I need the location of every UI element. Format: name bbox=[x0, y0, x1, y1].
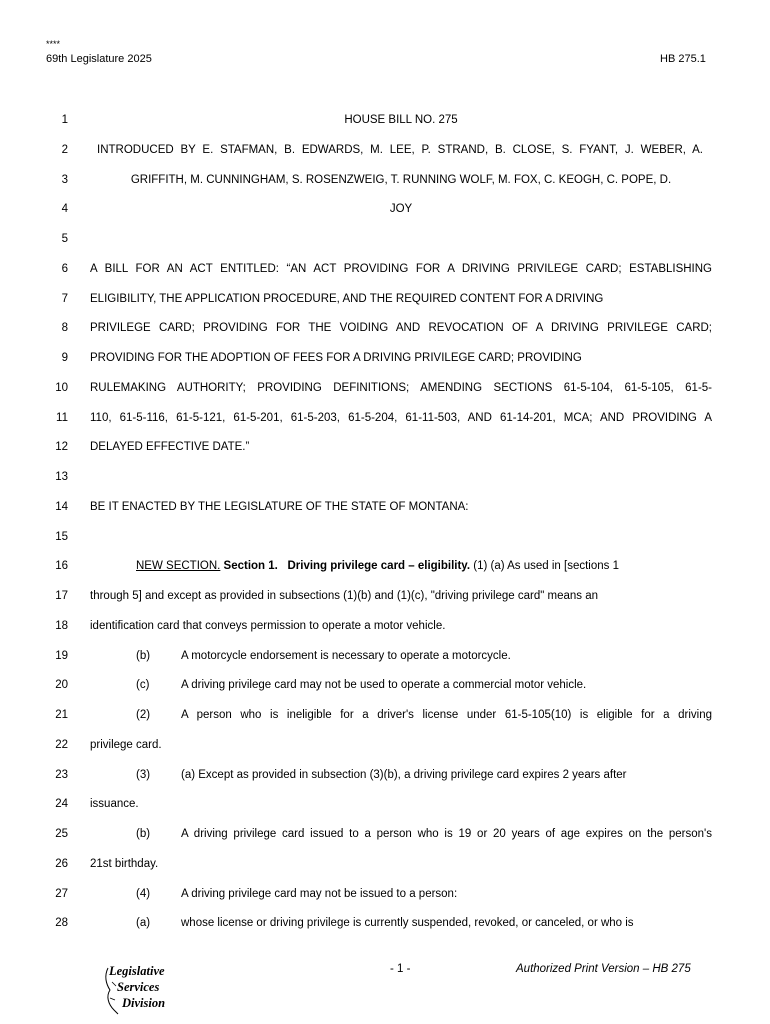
line-text: A motorcycle endorsement is necessary to operate a motorcycle. bbox=[181, 649, 511, 662]
line-9 bbox=[0, 350, 770, 366]
line-18 bbox=[0, 618, 770, 634]
line-5 bbox=[0, 231, 770, 247]
line-13 bbox=[0, 469, 770, 485]
line-number: 22 bbox=[55, 738, 68, 751]
line-4 bbox=[0, 201, 770, 217]
subsection-label: (3) bbox=[136, 768, 151, 781]
legislative-services-division-logo bbox=[100, 962, 190, 1016]
line-text: privilege card. bbox=[90, 738, 162, 751]
page-number: - 1 - bbox=[390, 963, 411, 975]
line-20 bbox=[0, 677, 770, 693]
header-stars: **** bbox=[46, 39, 61, 49]
line-11 bbox=[0, 410, 770, 426]
line-22 bbox=[0, 737, 770, 753]
line-number: 24 bbox=[55, 798, 68, 811]
header-legislature: 69th Legislature 2025 bbox=[46, 53, 152, 65]
line-text: 110, 61-5-116, 61-5-121, 61-5-201, 61-5-203, 61-5-204, 61-11-503, AND 61-14-201, MCA; AND PROVIDING A bbox=[90, 411, 712, 424]
line-text: (1) (a) As used in [sections 1 bbox=[473, 560, 619, 573]
line-number: 16 bbox=[55, 560, 68, 573]
line-14 bbox=[0, 499, 770, 515]
line-number: 21 bbox=[55, 709, 68, 721]
line-text: PROVIDING FOR THE ADOPTION OF FEES FOR A DRIVING PRIVILEGE CARD; PROVIDING bbox=[90, 352, 582, 364]
line-text: (a) Except as provided in subsection (3)(b), a driving privilege card expires 2 years after bbox=[181, 768, 627, 781]
line-number: 4 bbox=[61, 203, 68, 216]
line-text: PRIVILEGE CARD; PROVIDING FOR THE VOIDING AND REVOCATION OF A DRIVING PRIVILEGE CARD; bbox=[90, 322, 712, 335]
line-number: 14 bbox=[55, 500, 68, 513]
line-number: 9 bbox=[61, 352, 68, 364]
line-text: INTRODUCED BY E. STAFMAN, B. EDWARDS, M. LEE, P. STRAND, B. CLOSE, S. FYANT, J. WEBER, A. bbox=[97, 143, 703, 156]
line-number: 25 bbox=[55, 828, 68, 840]
line-text: ELIGIBILITY, THE APPLICATION PROCEDURE, AND THE REQUIRED CONTENT FOR A DRIVING bbox=[90, 292, 604, 305]
line-text: 21st birthday. bbox=[90, 857, 159, 870]
section-number: Section 1. bbox=[223, 560, 278, 573]
subsection-label: (a) bbox=[136, 917, 151, 930]
line-27 bbox=[0, 886, 770, 902]
line-number: 26 bbox=[55, 857, 68, 870]
line-number: 2 bbox=[61, 143, 68, 156]
new-section-marker: NEW SECTION. bbox=[136, 560, 221, 573]
line-21 bbox=[0, 707, 770, 723]
line-15 bbox=[0, 529, 770, 545]
line-text: A person who is ineligible for a driver's license under 61-5-105(10) is eligible for a driving bbox=[181, 709, 712, 721]
line-number: 7 bbox=[61, 292, 68, 305]
subsection-label: (4) bbox=[136, 887, 151, 900]
line-6 bbox=[0, 261, 770, 277]
line-text: issuance. bbox=[90, 798, 139, 811]
line-number: 28 bbox=[55, 917, 68, 930]
line-number: 5 bbox=[61, 233, 68, 245]
section-title: Driving privilege card – eligibility. bbox=[287, 560, 471, 573]
line-10 bbox=[0, 380, 770, 396]
line-text: RULEMAKING AUTHORITY; PROVIDING DEFINITIONS; AMENDING SECTIONS 61-5-104, 61-5-105, 61-5- bbox=[90, 381, 712, 394]
line-16 bbox=[0, 558, 770, 574]
line-text: whose license or driving privilege is currently suspended, revoked, or canceled, or who is bbox=[181, 917, 634, 930]
subsection-label: (c) bbox=[136, 679, 150, 692]
logo-word-3: Division bbox=[122, 996, 166, 1010]
line-text: GRIFFITH, M. CUNNINGHAM, S. ROSENZWEIG, T. RUNNING WOLF, M. FOX, C. KEOGH, C. POPE, D. bbox=[130, 173, 672, 186]
line-2 bbox=[0, 142, 770, 158]
line-text: A driving privilege card issued to a person who is 19 or 20 years of age expires on the person's bbox=[181, 828, 712, 840]
line-26 bbox=[0, 856, 770, 872]
line-number: 11 bbox=[56, 411, 68, 424]
line-text: A driving privilege card may not be issued to a person: bbox=[181, 887, 458, 900]
line-3 bbox=[0, 172, 770, 188]
line-23 bbox=[0, 767, 770, 783]
line-text: identification card that conveys permission to operate a motor vehicle. bbox=[90, 619, 446, 632]
line-number: 20 bbox=[55, 679, 68, 692]
subsection-label: (b) bbox=[136, 828, 151, 840]
line-number: 12 bbox=[55, 441, 68, 454]
line-8 bbox=[0, 320, 770, 336]
line-1 bbox=[0, 112, 770, 128]
line-text: JOY bbox=[389, 203, 413, 216]
line-text: A driving privilege card may not be used to operate a commercial motor vehicle. bbox=[181, 679, 587, 692]
logo-word-2: Services bbox=[117, 980, 160, 994]
header-bill-number: HB 275.1 bbox=[660, 53, 706, 65]
line-number: 3 bbox=[61, 173, 68, 186]
authorized-print-version: Authorized Print Version – HB 275 bbox=[516, 963, 691, 975]
line-28 bbox=[0, 915, 770, 931]
section-heading-line bbox=[136, 558, 619, 574]
line-number: 1 bbox=[61, 114, 68, 126]
line-number: 6 bbox=[61, 262, 68, 275]
line-text: A BILL FOR AN ACT ENTITLED: “AN ACT PROVIDING FOR A DRIVING PRIVILEGE CARD; ESTABLISHING bbox=[90, 262, 712, 275]
line-number: 15 bbox=[55, 530, 68, 543]
logo-word-1: Legislative bbox=[109, 964, 165, 978]
line-12 bbox=[0, 439, 770, 455]
line-number: 17 bbox=[55, 590, 68, 602]
line-text: through 5] and except as provided in subsections (1)(b) and (1)(c), "driving privilege card" means an bbox=[90, 590, 599, 602]
subsection-label: (b) bbox=[136, 649, 151, 662]
line-text: HOUSE BILL NO. 275 bbox=[344, 114, 458, 126]
line-number: 27 bbox=[55, 887, 68, 900]
line-19 bbox=[0, 648, 770, 664]
line-number: 13 bbox=[55, 471, 68, 483]
line-number: 19 bbox=[55, 649, 68, 662]
line-text: DELAYED EFFECTIVE DATE.” bbox=[90, 441, 250, 454]
line-17 bbox=[0, 588, 770, 604]
line-number: 8 bbox=[61, 322, 68, 335]
line-number: 10 bbox=[55, 381, 68, 394]
subsection-label: (2) bbox=[136, 709, 151, 721]
line-25 bbox=[0, 826, 770, 842]
line-7 bbox=[0, 291, 770, 307]
line-number: 23 bbox=[55, 768, 68, 781]
line-text: BE IT ENACTED BY THE LEGISLATURE OF THE STATE OF MONTANA: bbox=[90, 500, 469, 513]
line-24 bbox=[0, 796, 770, 812]
line-number: 18 bbox=[55, 619, 68, 632]
